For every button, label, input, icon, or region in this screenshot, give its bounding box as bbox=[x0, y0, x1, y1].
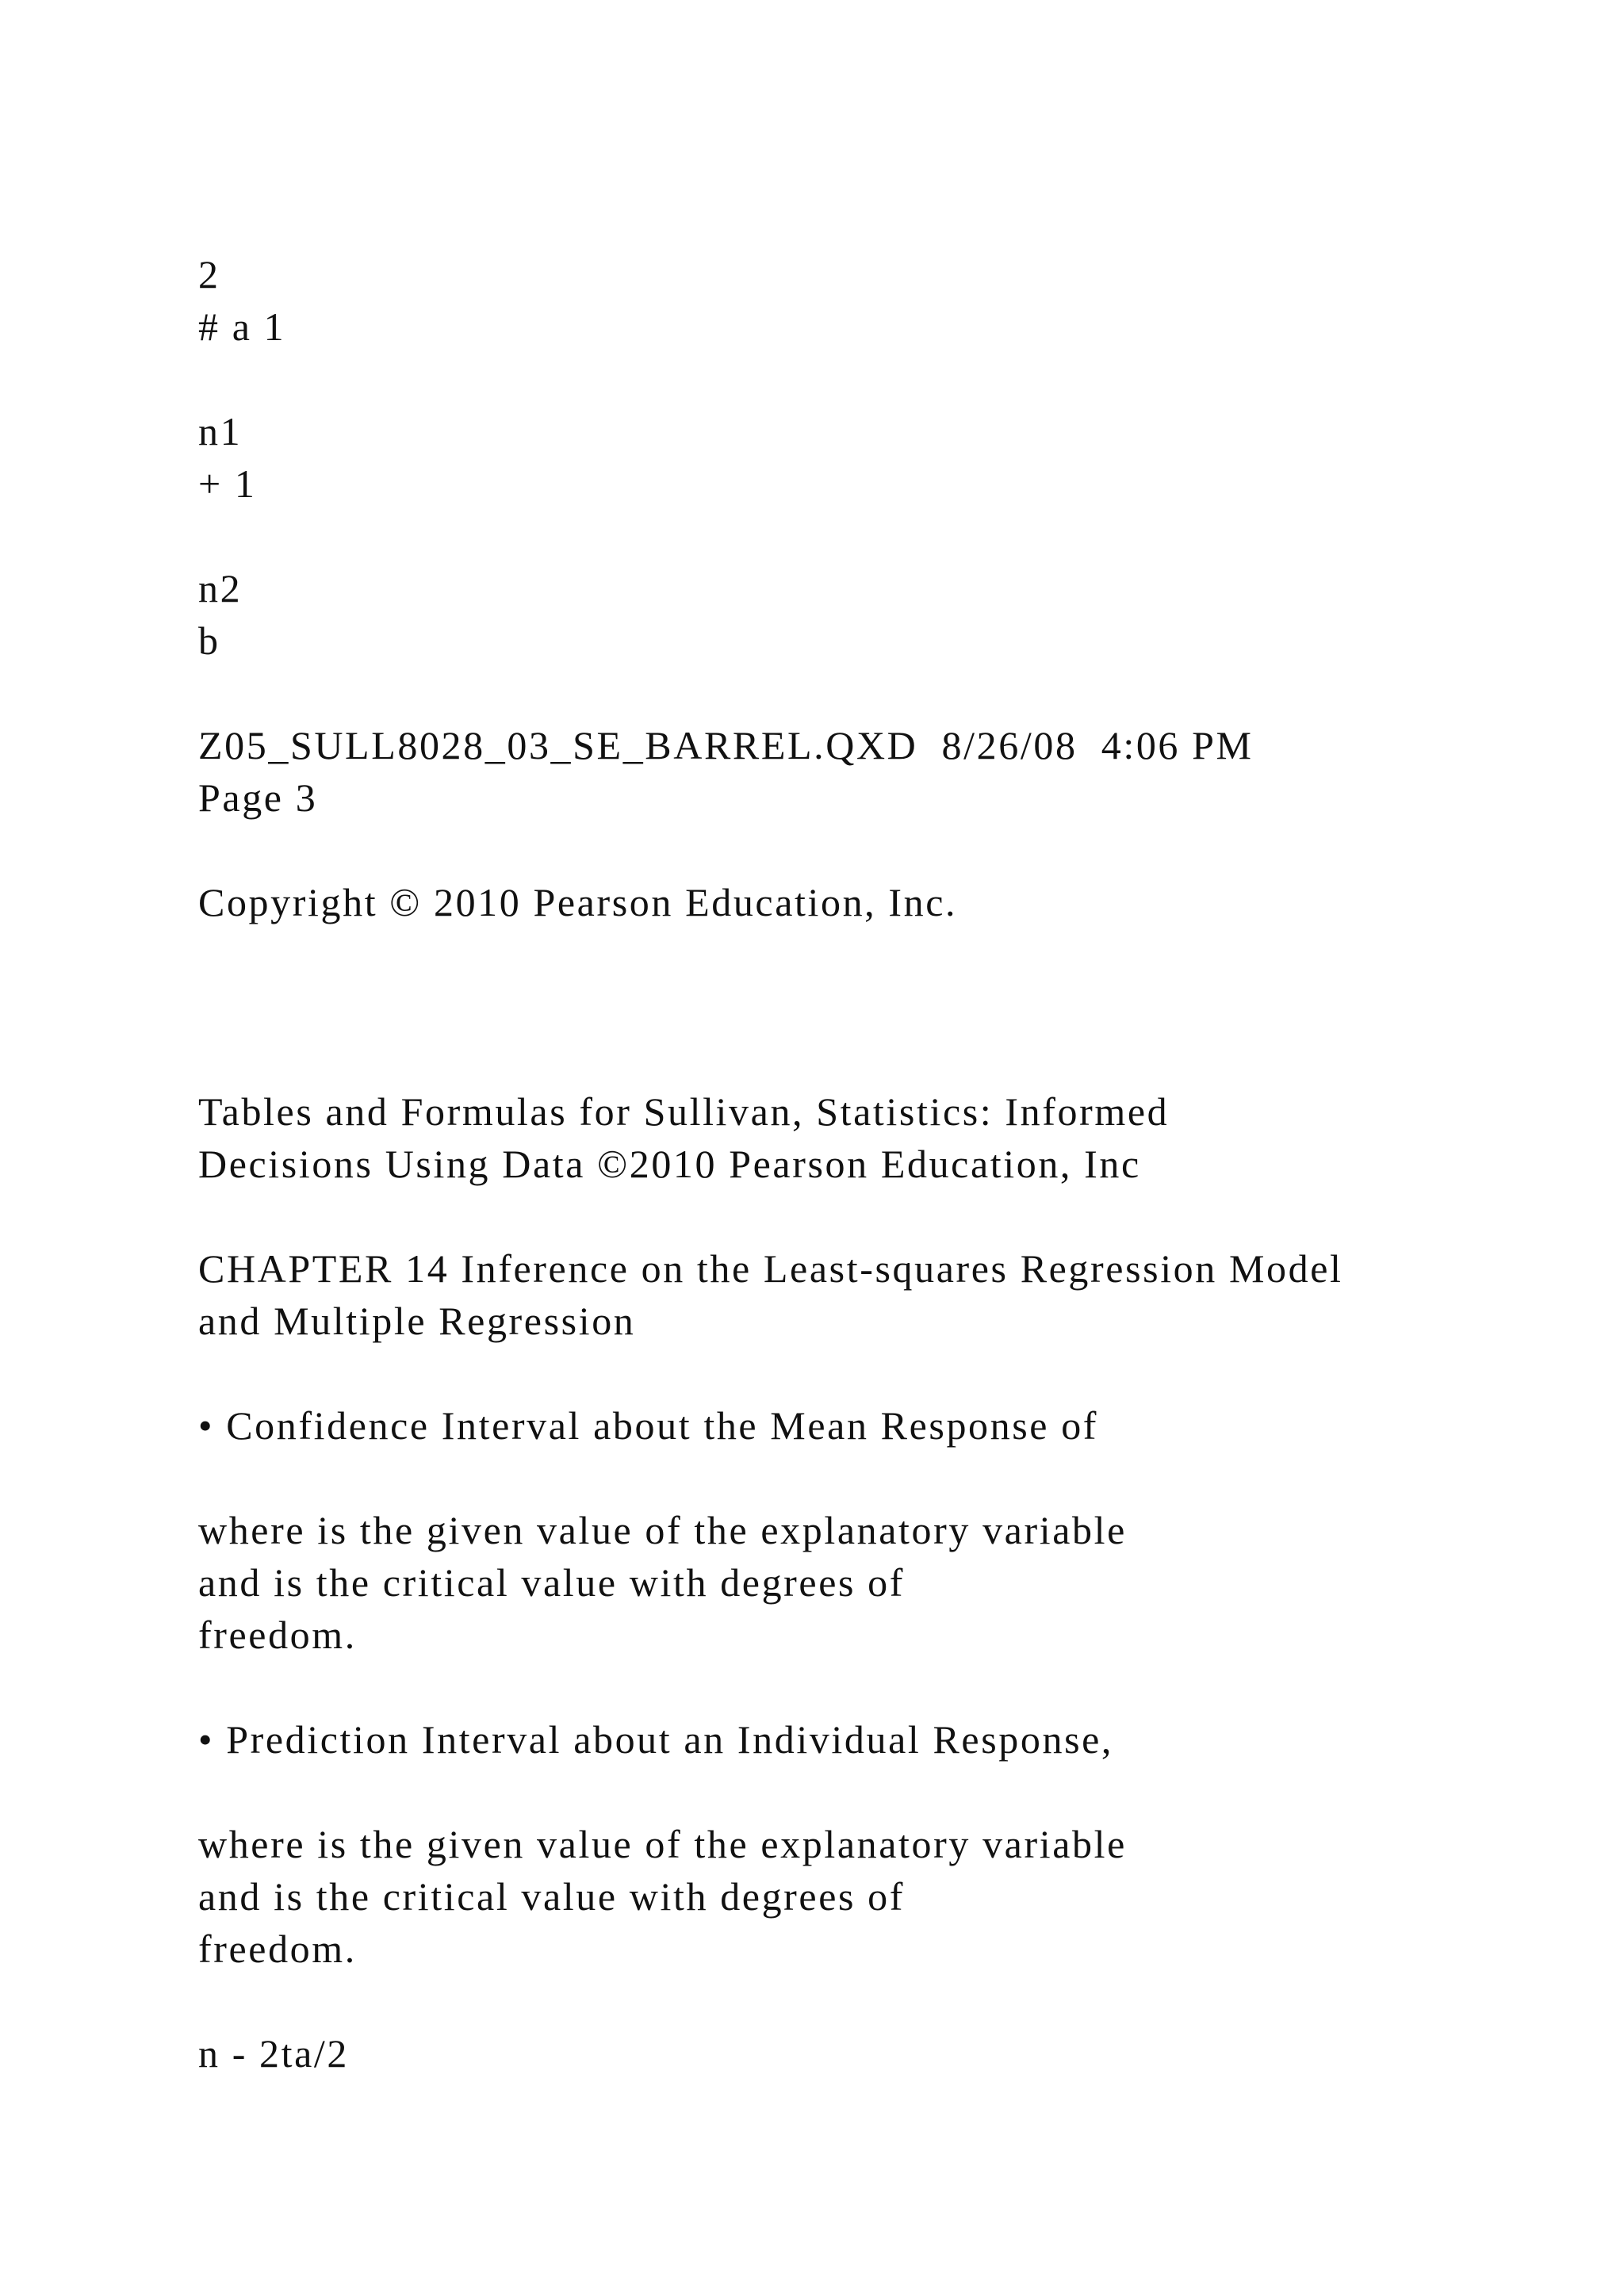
confidence-interval-description: where is the given value of the explanatory variable bbox=[198, 1508, 1127, 1552]
file-stamp: Z05_SULL8028_03_SE_BARREL.QXD 8/26/08 4:06 PM bbox=[198, 723, 1254, 767]
chapter-title: CHAPTER 14 Inference on the Least-squares Regression Model bbox=[198, 1246, 1343, 1291]
document-header: Decisions Using Data ©2010 Pearson Education, Inc bbox=[198, 1142, 1141, 1186]
prediction-interval-description: and is the critical value with degrees of bbox=[198, 1874, 906, 1919]
prediction-interval-description: freedom. bbox=[198, 1927, 357, 1971]
formula-fragment: + 1 bbox=[198, 461, 257, 506]
confidence-interval-description: freedom. bbox=[198, 1613, 357, 1657]
prediction-interval-heading: • Prediction Interval about an Individual Response, bbox=[198, 1717, 1114, 1762]
confidence-interval-description: and is the critical value with degrees of bbox=[198, 1560, 906, 1605]
formula-fragment: n1 bbox=[198, 409, 243, 453]
formula-fragment: n2 bbox=[198, 566, 243, 610]
formula-fragment: b bbox=[198, 618, 220, 663]
formula-fragment: n - 2ta/2 bbox=[198, 2031, 350, 2076]
chapter-title: and Multiple Regression bbox=[198, 1299, 636, 1343]
copyright-notice: Copyright © 2010 Pearson Education, Inc. bbox=[198, 880, 958, 924]
formula-fragment: # a 1 bbox=[198, 304, 286, 349]
formula-fragment: 2 bbox=[198, 252, 220, 297]
document-header: Tables and Formulas for Sullivan, Statistics: Informed bbox=[198, 1089, 1170, 1134]
page-number: Page 3 bbox=[198, 775, 318, 820]
confidence-interval-heading: • Confidence Interval about the Mean Response of bbox=[198, 1403, 1099, 1448]
prediction-interval-description: where is the given value of the explanatory variable bbox=[198, 1822, 1127, 1866]
